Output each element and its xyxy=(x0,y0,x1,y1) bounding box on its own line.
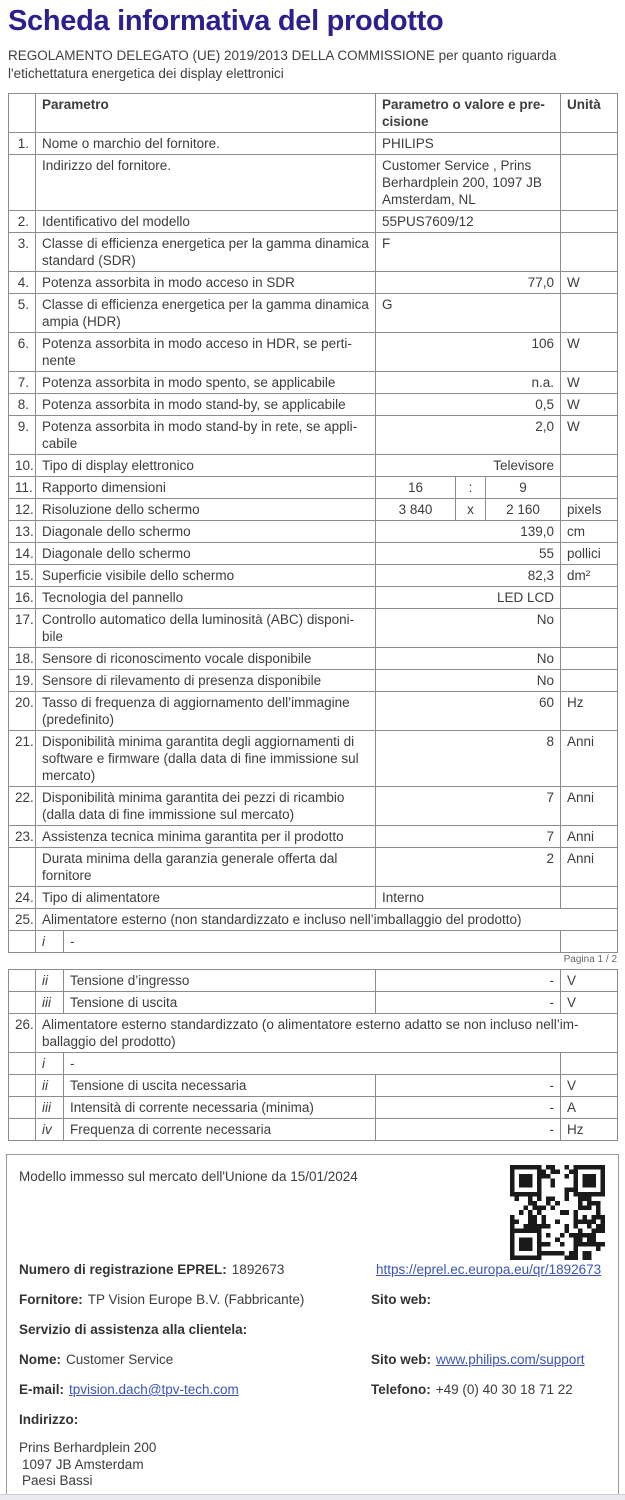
page-title: Scheda informativa del prodotto xyxy=(8,5,444,37)
row-unit xyxy=(561,455,618,477)
row-sub-index: iii xyxy=(36,992,64,1014)
footer-right-link[interactable]: www.philips.com/support xyxy=(436,1352,585,1367)
table-row xyxy=(9,970,618,992)
page-indicator: Pagina 1 / 2 xyxy=(563,954,617,965)
row-unit: Anni xyxy=(561,848,618,887)
row-value-b: 9 xyxy=(486,477,561,499)
footer-right-link[interactable]: https://eprel.ec.europa.eu/qr/1892673 xyxy=(376,1262,602,1277)
table-row xyxy=(9,648,618,670)
footer-row xyxy=(19,1410,606,1429)
row-number: 3. xyxy=(9,233,36,272)
row-unit: pollici xyxy=(561,543,618,565)
footer-row-left xyxy=(19,1260,371,1279)
row-number xyxy=(9,1075,36,1097)
row-unit: W xyxy=(561,272,618,294)
row-parameter: Tipo di alimentatore xyxy=(36,887,376,909)
row-unit xyxy=(561,211,618,233)
row-parameter: Diagonale dello schermo xyxy=(36,543,376,565)
row-number xyxy=(9,1119,36,1141)
row-parameter: Tensione d’ingresso xyxy=(64,970,376,992)
row-number xyxy=(9,1053,36,1075)
footer-row-left xyxy=(19,1290,371,1309)
footer-row xyxy=(19,1380,606,1399)
row-parameter: Assistenza tecnica minima garantita per il prodotto xyxy=(36,826,376,848)
row-value: 2 xyxy=(376,848,561,887)
row-value: 2,0 xyxy=(376,416,561,455)
row-value: n.a. xyxy=(376,372,561,394)
row-value: 0,5 xyxy=(376,394,561,416)
row-sub-index: iv xyxy=(36,1119,64,1141)
table-row xyxy=(9,992,618,1014)
row-parameter: Potenza assorbita in modo spento, se applicabile xyxy=(36,372,376,394)
row-unit xyxy=(561,609,618,648)
row-number: 13. xyxy=(9,521,36,543)
table-row xyxy=(9,1119,618,1141)
table-row xyxy=(9,887,618,909)
row-parameter: Potenza assorbita in modo stand-by in rete, se applicabile xyxy=(36,416,376,455)
row-value: - xyxy=(376,970,561,992)
row-value: Customer Service , Prins Berhardplein 200, 1097 JB Amsterdam, NL xyxy=(376,155,561,211)
footer-left-link[interactable]: tpvision.dach@tpv-tech.com xyxy=(69,1382,239,1397)
row-value: 7 xyxy=(376,787,561,826)
table-row xyxy=(9,909,618,931)
row-value: - xyxy=(64,1053,561,1075)
row-number xyxy=(9,970,36,992)
footer-row-left xyxy=(19,1320,371,1339)
row-value: 8 xyxy=(376,731,561,787)
row-unit: A xyxy=(561,1097,618,1119)
row-sub-index: ii xyxy=(36,970,64,992)
table-row xyxy=(9,1075,618,1097)
row-number: 23. xyxy=(9,826,36,848)
footer-row xyxy=(19,1260,606,1279)
row-number: 20. xyxy=(9,692,36,731)
row-number: 21. xyxy=(9,731,36,787)
row-number: 5. xyxy=(9,294,36,333)
row-parameter: Superficie visibile dello schermo xyxy=(36,565,376,587)
row-sub-index: ii xyxy=(36,1075,64,1097)
row-number: 9. xyxy=(9,416,36,455)
header-number-cell xyxy=(9,94,36,133)
row-number: 12. xyxy=(9,499,36,521)
row-parameter: Classe di efficienza energetica per la gamma dinamica ampia (HDR) xyxy=(36,294,376,333)
row-value-a: 3 840 xyxy=(376,499,456,521)
address-block xyxy=(19,1440,606,1490)
table-header-row xyxy=(9,94,618,133)
row-value: 139,0 xyxy=(376,521,561,543)
table-row xyxy=(9,787,618,826)
row-unit: V xyxy=(561,1075,618,1097)
row-parameter: Disponibilità minima garantita degli aggiornamenti di software e firmware (dalla data di fine immissione sul mercato) xyxy=(36,731,376,787)
row-unit: Anni xyxy=(561,826,618,848)
row-parameter: Classe di efficienza energetica per la gamma dinamica standard (SDR) xyxy=(36,233,376,272)
row-number: 6. xyxy=(9,333,36,372)
row-number: 25. xyxy=(9,909,36,931)
row-parameter: Nome o marchio del fornitore. xyxy=(36,133,376,155)
table-row xyxy=(9,521,618,543)
footer-row-right xyxy=(371,1260,606,1279)
row-parameter-span: Alimentatore esterno standardizzato (o alimentatore esterno adatto se non incluso nell’imballaggio del prodotto) xyxy=(36,1014,618,1053)
product-table-page1 xyxy=(8,93,618,953)
row-unit: W xyxy=(561,394,618,416)
footer-row-left xyxy=(19,1410,371,1429)
table-row xyxy=(9,1097,618,1119)
row-sub-index: i xyxy=(36,931,64,953)
row-unit xyxy=(561,233,618,272)
row-value: 55 xyxy=(376,543,561,565)
row-value: - xyxy=(376,992,561,1014)
table-row xyxy=(9,477,618,499)
row-parameter: Frequenza di corrente necessaria xyxy=(64,1119,376,1141)
footer-right-label: Telefono: xyxy=(371,1382,431,1397)
table-row xyxy=(9,848,618,887)
table-row xyxy=(9,133,618,155)
row-value: - xyxy=(376,1075,561,1097)
row-unit: Hz xyxy=(561,692,618,731)
row-number xyxy=(9,155,36,211)
row-value: PHILIPS xyxy=(376,133,561,155)
page-bottom-edge xyxy=(0,1494,625,1500)
row-parameter: Disponibilità minima garantita dei pezzi di ricambio (dalla data di fine immissione sul mercato) xyxy=(36,787,376,826)
row-unit xyxy=(561,670,618,692)
row-value: 82,3 xyxy=(376,565,561,587)
row-parameter: Rapporto dimensioni xyxy=(36,477,376,499)
footer-row xyxy=(19,1290,606,1309)
table-row xyxy=(9,1014,618,1053)
row-number: 10. xyxy=(9,455,36,477)
row-parameter: Controllo automatico della luminosità (ABC) disponibile xyxy=(36,609,376,648)
row-unit: W xyxy=(561,416,618,455)
row-unit xyxy=(561,477,618,499)
table-row xyxy=(9,416,618,455)
row-unit: V xyxy=(561,992,618,1014)
row-value: 7 xyxy=(376,826,561,848)
row-parameter: Tasso di frequenza di aggiornamento dell’immagine (predefinito) xyxy=(36,692,376,731)
footer-left-label: Nome: xyxy=(19,1352,62,1367)
row-unit: cm xyxy=(561,521,618,543)
footer-row-right xyxy=(371,1380,606,1399)
row-number xyxy=(9,992,36,1014)
row-value: - xyxy=(64,931,561,953)
row-parameter: Tensione di uscita xyxy=(64,992,376,1014)
row-number: 8. xyxy=(9,394,36,416)
footer-row-right xyxy=(371,1320,606,1339)
row-unit: Hz xyxy=(561,1119,618,1141)
table-row xyxy=(9,1053,618,1075)
row-unit: Anni xyxy=(561,787,618,826)
row-parameter-span: Alimentatore esterno (non standardizzato e incluso nell’imballaggio del prodotto) xyxy=(36,909,618,931)
footer-left-value: Customer Service xyxy=(66,1352,174,1367)
row-parameter: Risoluzione dello schermo xyxy=(36,499,376,521)
header-parametro: Parametro xyxy=(36,94,376,133)
footer-row-left xyxy=(19,1380,371,1399)
row-value: 77,0 xyxy=(376,272,561,294)
footer-left-label: Fornitore: xyxy=(19,1292,83,1307)
footer-row-left xyxy=(19,1350,371,1369)
footer-right-value: +49 (0) 40 30 18 71 22 xyxy=(435,1382,573,1397)
row-value: 106 xyxy=(376,333,561,372)
row-sub-index: iii xyxy=(36,1097,64,1119)
row-parameter: Sensore di rilevamento di presenza disponibile xyxy=(36,670,376,692)
table-row xyxy=(9,272,618,294)
supplier-info-box xyxy=(6,1154,619,1497)
row-value: No xyxy=(376,609,561,648)
row-parameter: Diagonale dello schermo xyxy=(36,521,376,543)
row-unit xyxy=(561,931,618,953)
address-line: Paesi Bassi xyxy=(22,1473,93,1488)
row-number: 17. xyxy=(9,609,36,648)
table-row xyxy=(9,543,618,565)
row-parameter: Sensore di riconoscimento vocale disponibile xyxy=(36,648,376,670)
table-row xyxy=(9,609,618,648)
table-row xyxy=(9,670,618,692)
row-value-separator: : xyxy=(456,477,486,499)
row-parameter: Durata minima della garanzia generale offerta dal fornitore xyxy=(36,848,376,887)
row-unit xyxy=(561,155,618,211)
row-unit xyxy=(561,887,618,909)
row-number xyxy=(9,848,36,887)
row-value-separator: x xyxy=(456,499,486,521)
row-value: LED LCD xyxy=(376,587,561,609)
table-row xyxy=(9,394,618,416)
table-row xyxy=(9,333,618,372)
footer-row-right xyxy=(371,1290,606,1309)
header-unita: Unità xyxy=(561,94,618,133)
row-unit xyxy=(561,294,618,333)
row-unit xyxy=(561,1053,618,1075)
row-number: 14. xyxy=(9,543,36,565)
row-unit xyxy=(561,587,618,609)
row-unit: V xyxy=(561,970,618,992)
footer-left-label: Indirizzo: xyxy=(19,1412,79,1427)
row-number: 1. xyxy=(9,133,36,155)
row-sub-index: i xyxy=(36,1053,64,1075)
header-valore: Parametro o valore e precisione xyxy=(376,94,561,133)
footer-row-right xyxy=(371,1410,606,1429)
row-number: 2. xyxy=(9,211,36,233)
row-value: 60 xyxy=(376,692,561,731)
footer-left-value: 1892673 xyxy=(231,1262,285,1277)
row-unit: Anni xyxy=(561,731,618,787)
row-value: G xyxy=(376,294,561,333)
row-value: F xyxy=(376,233,561,272)
row-unit: dm² xyxy=(561,565,618,587)
row-number: 24. xyxy=(9,887,36,909)
row-unit xyxy=(561,133,618,155)
row-parameter: Tipo di display elettronico xyxy=(36,455,376,477)
row-parameter: Tensione di uscita necessaria xyxy=(64,1075,376,1097)
table-row xyxy=(9,155,618,211)
row-number: 16. xyxy=(9,587,36,609)
row-parameter: Potenza assorbita in modo acceso in SDR xyxy=(36,272,376,294)
footer-row xyxy=(19,1350,606,1369)
row-unit: W xyxy=(561,372,618,394)
table-row xyxy=(9,565,618,587)
table-row xyxy=(9,587,618,609)
qr-code-icon xyxy=(510,1165,605,1260)
footer-left-value: TP Vision Europe B.V. (Fabbricante) xyxy=(87,1292,305,1307)
footer-left-label: E-mail: xyxy=(19,1382,65,1397)
row-parameter: Identificativo del modello xyxy=(36,211,376,233)
table-row xyxy=(9,211,618,233)
row-unit: W xyxy=(561,333,618,372)
row-value: Interno xyxy=(376,887,561,909)
row-number: 18. xyxy=(9,648,36,670)
row-parameter: Potenza assorbita in modo acceso in HDR, se pertinente xyxy=(36,333,376,372)
row-value: No xyxy=(376,670,561,692)
table-row xyxy=(9,731,618,787)
table-row xyxy=(9,294,618,333)
footer-left-label: Numero di registrazione EPREL: xyxy=(19,1262,227,1277)
footer-row-right xyxy=(371,1350,606,1369)
row-unit xyxy=(561,648,618,670)
row-number xyxy=(9,931,36,953)
row-value: No xyxy=(376,648,561,670)
row-value: 55PUS7609/12 xyxy=(376,211,561,233)
row-parameter: Intensità di corrente necessaria (minima) xyxy=(64,1097,376,1119)
row-parameter: Potenza assorbita in modo stand-by, se applicabile xyxy=(36,394,376,416)
row-value: - xyxy=(376,1119,561,1141)
row-parameter: Indirizzo del fornitore. xyxy=(36,155,376,211)
row-parameter: Tecnologia del pannello xyxy=(36,587,376,609)
row-unit: pixels xyxy=(561,499,618,521)
row-value: - xyxy=(376,1097,561,1119)
table-row xyxy=(9,826,618,848)
product-table-page2 xyxy=(8,969,618,1141)
regulation-subtitle: REGOLAMENTO DELEGATO (UE) 2019/2013 DELLA COMMISSIONE per quanto riguarda l'etichettatura energetica dei display elettronici xyxy=(8,48,557,81)
row-number: 11. xyxy=(9,477,36,499)
address-line: 1097 JB Amsterdam xyxy=(22,1456,144,1472)
row-number: 19. xyxy=(9,670,36,692)
row-value: Televisore xyxy=(376,455,561,477)
table-row xyxy=(9,692,618,731)
footer-right-label: Sito web: xyxy=(371,1352,431,1367)
row-number: 7. xyxy=(9,372,36,394)
row-number: 22. xyxy=(9,787,36,826)
footer-row xyxy=(19,1320,606,1339)
row-number: 26. xyxy=(9,1014,36,1053)
footer-right-label: Sito web: xyxy=(371,1292,431,1307)
table-row xyxy=(9,931,618,953)
table-row xyxy=(9,499,618,521)
footer-left-label: Servizio di assistenza alla clientela: xyxy=(19,1322,248,1337)
row-value-b: 2 160 xyxy=(486,499,561,521)
address-line: Prins Berhardplein 200 xyxy=(19,1440,157,1455)
table-row xyxy=(9,233,618,272)
market-date-line: Modello immesso sul mercato dell'Unione da 15/01/2024 xyxy=(19,1169,358,1184)
row-number xyxy=(9,1097,36,1119)
table-row xyxy=(9,372,618,394)
row-value-a: 16 xyxy=(376,477,456,499)
table-row xyxy=(9,455,618,477)
row-number: 4. xyxy=(9,272,36,294)
row-number: 15. xyxy=(9,565,36,587)
